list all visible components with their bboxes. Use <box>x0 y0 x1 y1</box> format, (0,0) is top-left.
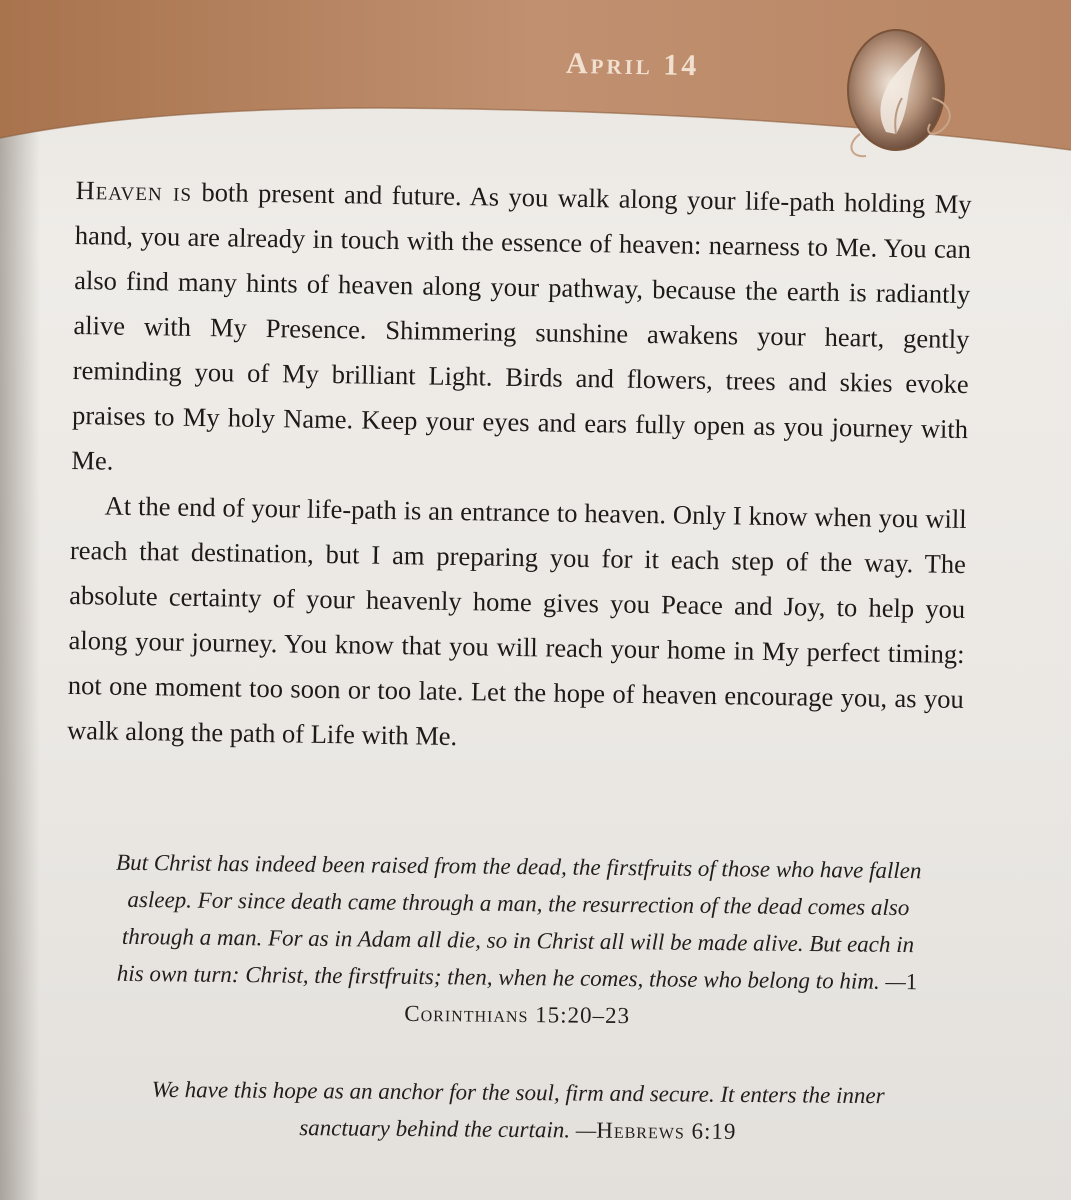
lead-in-words: Heaven is <box>75 174 193 207</box>
scripture-reference-2: Hebrews 6:19 <box>596 1117 737 1144</box>
scripture-reference-1: 1 Corinthians 15:20–23 <box>404 969 919 1029</box>
devotional-paragraph-1 <box>71 168 972 497</box>
praying-hands-medallion <box>836 24 966 164</box>
spine-shadow <box>0 0 40 1200</box>
paragraph-1-text: both present and future. As you walk along your life-path holding My hand, you are already in touch with the essence of heaven: nearness to Me. You can also find many hints of heaven along your pathway, because the earth is radiantly alive with My Presence. Shimmering sunshine awakens your heart, gently reminding you of My brilliant Light. Birds and flowers, trees and skies evoke praises to My holy Name. Keep your eyes and ears fully open as you journey with Me. <box>71 176 972 476</box>
devotional-body <box>67 168 972 767</box>
devotional-paragraph-2: At the end of your life-path is an entrance to heaven. Only I know when you will reach that destination, but I am preparing you for it each step of the way. The absolute certainty of your heavenly home gives you Peace and Joy, to help you along your journey. You know that you will reach your home in My perfect timing: not one moment too soon or too late. Let the hope of heaven encourage you, as you walk along the path of Life with Me. <box>66 490 967 752</box>
page-date-title: April 14 <box>565 46 700 83</box>
scripture-quote-2-text: We have this hope as an anchor for the soul, firm and secure. It enters the inner sanctuary behind the curtain. — <box>151 1076 885 1143</box>
scripture-quote-2 <box>108 1070 929 1151</box>
scripture-quote-1-text: But Christ has indeed been raised from the dead, the firstfruits of those who have fallen asleep. For since death came through a man, the resurrection of the dead comes also through a man. For as in Adam all die, so in Christ all will be made alive. But each in his own turn: Christ, the firstfruits; then, when he comes, those who belong to him. — <box>115 849 922 995</box>
scripture-quote-1 <box>107 844 929 1038</box>
